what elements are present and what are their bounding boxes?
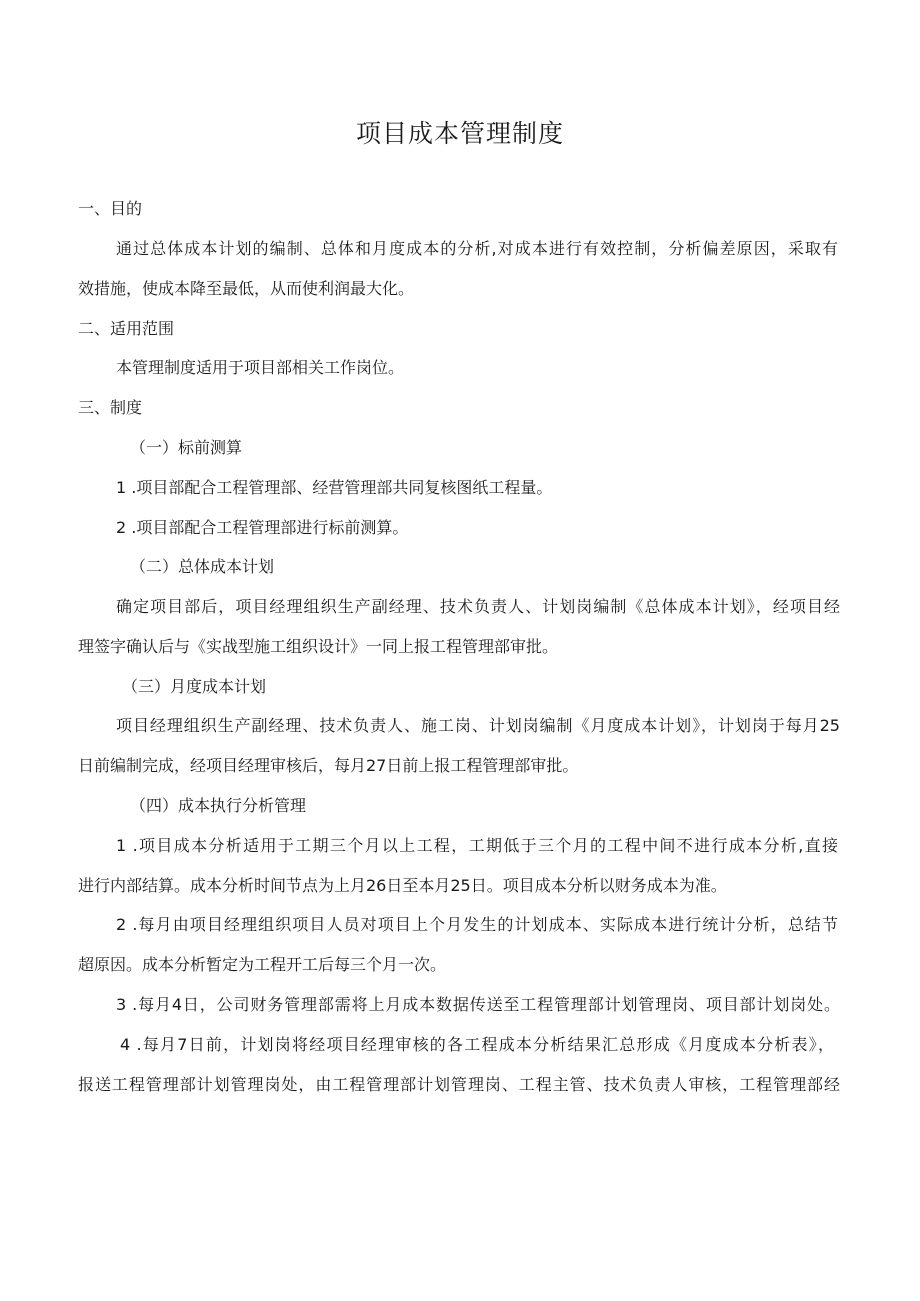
section-heading-purpose: 一、目的 [78, 199, 143, 218]
paragraph-line: 日前编制完成，经项目经理审核后，每月27日前上报工程管理部审批。 [78, 756, 579, 775]
list-item: 2 .每月由项目经理组织项目人员对项目上个月发生的计划成本、实际成本进行统计分析，总结节 [116, 915, 838, 934]
list-item: 1 .项目成本分析适用于工期三个月以上工程，工期低于三个月的工程中间不进行成本分析,直接 [116, 836, 838, 855]
paragraph-line: 超原因。成本分析暂定为工程开工后每三个月一次。 [78, 955, 447, 974]
list-item: 3 .每月4日，公司财务管理部需将上月成本数据传送至工程管理部计划管理岗、项目部计划岗处。 [116, 995, 840, 1014]
list-item: 4 .每月7日前，计划岗将经项目经理审核的各工程成本分析结果汇总形成《月度成本分析表》， [120, 1035, 834, 1054]
paragraph-line: 确定项目部后，项目经理组织生产副经理、技术负责人、计划岗编制《总体成本计划》，经项目经 [116, 597, 840, 616]
paragraph-line: 报送工程管理部计划管理岗处，由工程管理部计划管理岗、工程主管、技术负责人审核，工程管理部经 [78, 1075, 840, 1094]
paragraph-line: 效措施，使成本降至最低，从而使利润最大化。 [78, 279, 415, 298]
subsection-heading: （二）总体成本计划 [130, 557, 275, 576]
paragraph-line: 通过总体成本计划的编制、总体和月度成本的分析,对成本进行有效控制，分析偏差原因，采取有 [116, 239, 838, 258]
section-heading-scope: 二、适用范围 [78, 319, 175, 338]
subsection-heading: （三）月度成本计划 [122, 677, 267, 696]
paragraph-line: 本管理制度适用于项目部相关工作岗位。 [116, 358, 405, 377]
page-title: 项目成本管理制度 [355, 119, 564, 148]
paragraph-line: 进行内部结算。成本分析时间节点为上月26日至本月25日。项目成本分析以财务成本为准。 [78, 876, 727, 895]
paragraph-line: 项目经理组织生产副经理、技术负责人、施工岗、计划岗编制《月度成本计划》，计划岗于每月25 [116, 716, 840, 735]
paragraph-line: 理签字确认后与《实战型施工组织设计》一同上报工程管理部审批。 [78, 637, 559, 656]
section-heading-system: 三、制度 [78, 398, 143, 417]
subsection-heading: （一）标前测算 [130, 438, 243, 457]
list-item: 2 .项目部配合工程管理部进行标前测算。 [116, 518, 409, 537]
list-item: 1 .项目部配合工程管理部、经营管理部共同复核图纸工程量。 [116, 478, 553, 497]
subsection-heading: （四）成本执行分析管理 [130, 796, 307, 815]
